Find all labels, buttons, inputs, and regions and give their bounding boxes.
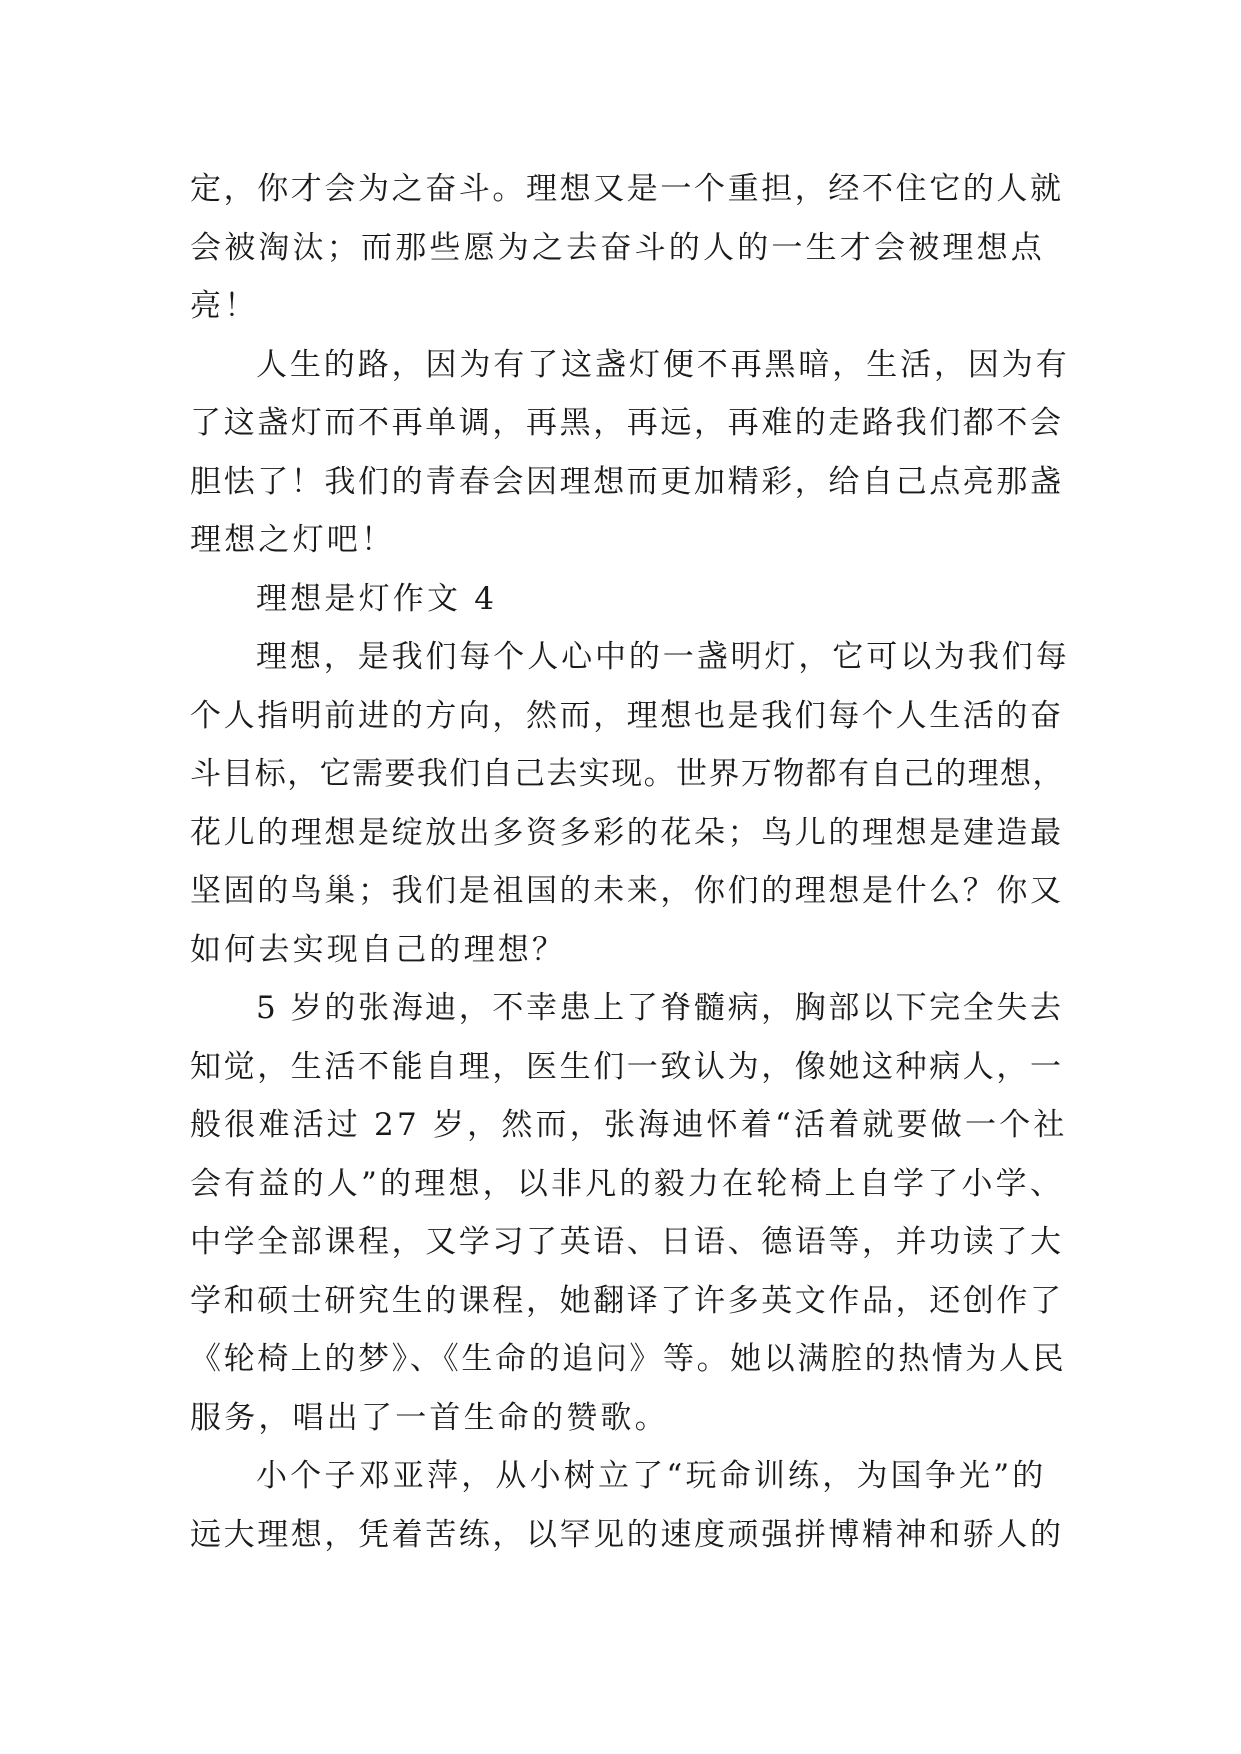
text-line: 会有益的人”的理想，以非凡的毅力在轮椅上自学了小学、 (190, 1165, 1065, 1202)
text-line: 个人指明前进的方向，然而，理想也是我们每个人生活的奋 (190, 697, 1064, 734)
text-line: 知觉，生活不能自理，医生们一致认为，像她这种病人，一 (190, 1048, 1064, 1085)
text-line: 了这盏灯而不再单调，再黑，再远，再难的走路我们都不会 (190, 405, 1064, 441)
text-line: 胆怯了！我们的青春会因理想而更加精彩，给自己点亮那盏 (190, 463, 1064, 500)
text-line: 理想是灯作文 4 (256, 580, 498, 617)
text-line: 学和硕士研究生的课程，她翻译了许多英文作品，还创作了 (190, 1282, 1064, 1319)
document-body (190, 160, 1070, 1564)
text-line: 人生的路，因为有了这盏灯便不再黑暗，生活，因为有 (256, 346, 1070, 383)
text-line: 亮！ (190, 288, 259, 324)
text-line: 会被淘汰；而那些愿为之去奋斗的人的一生才会被理想点 (190, 229, 1045, 266)
text-line: 理想，是我们每个人心中的一盏明灯，它可以为我们每 (256, 639, 1070, 675)
text-line: 5 岁的张海迪，不幸患上了脊髓病，胸部以下完全失去 (256, 990, 1064, 1026)
text-line: 定，你才会为之奋斗。理想又是一个重担，经不住它的人就 (190, 171, 1064, 207)
text-line: 花儿的理想是绽放出多资多彩的花朵；鸟儿的理想是建造最 (190, 814, 1064, 851)
text-line: 坚固的鸟巢；我们是祖国的未来，你们的理想是什么？你又 (190, 873, 1064, 909)
text-line: 小个子邓亚萍，从小树立了“玩命训练，为国争光”的 (256, 1458, 1047, 1494)
text-line: 《轮椅上的梦》、《生命的追问》等。她以满腔的热情为人民 (190, 1341, 1067, 1377)
text-line: 远大理想，凭着苦练，以罕见的速度顽强拼博精神和骄人的 (190, 1516, 1064, 1553)
text-line: 斗目标，它需要我们自己去实现。世界万物都有自己的理想， (190, 756, 1065, 792)
text-line: 中学全部课程，又学习了英语、日语、德语等，并功读了大 (190, 1224, 1064, 1260)
text-line: 如何去实现自己的理想？ (190, 931, 567, 968)
text-line: 般很难活过 27 岁，然而，张海迪怀着“活着就要做一个社 (190, 1107, 1068, 1143)
text-line: 服务，唱出了一首生命的赞歌。 (190, 1399, 669, 1436)
text-line: 理想之灯吧！ (190, 522, 396, 558)
